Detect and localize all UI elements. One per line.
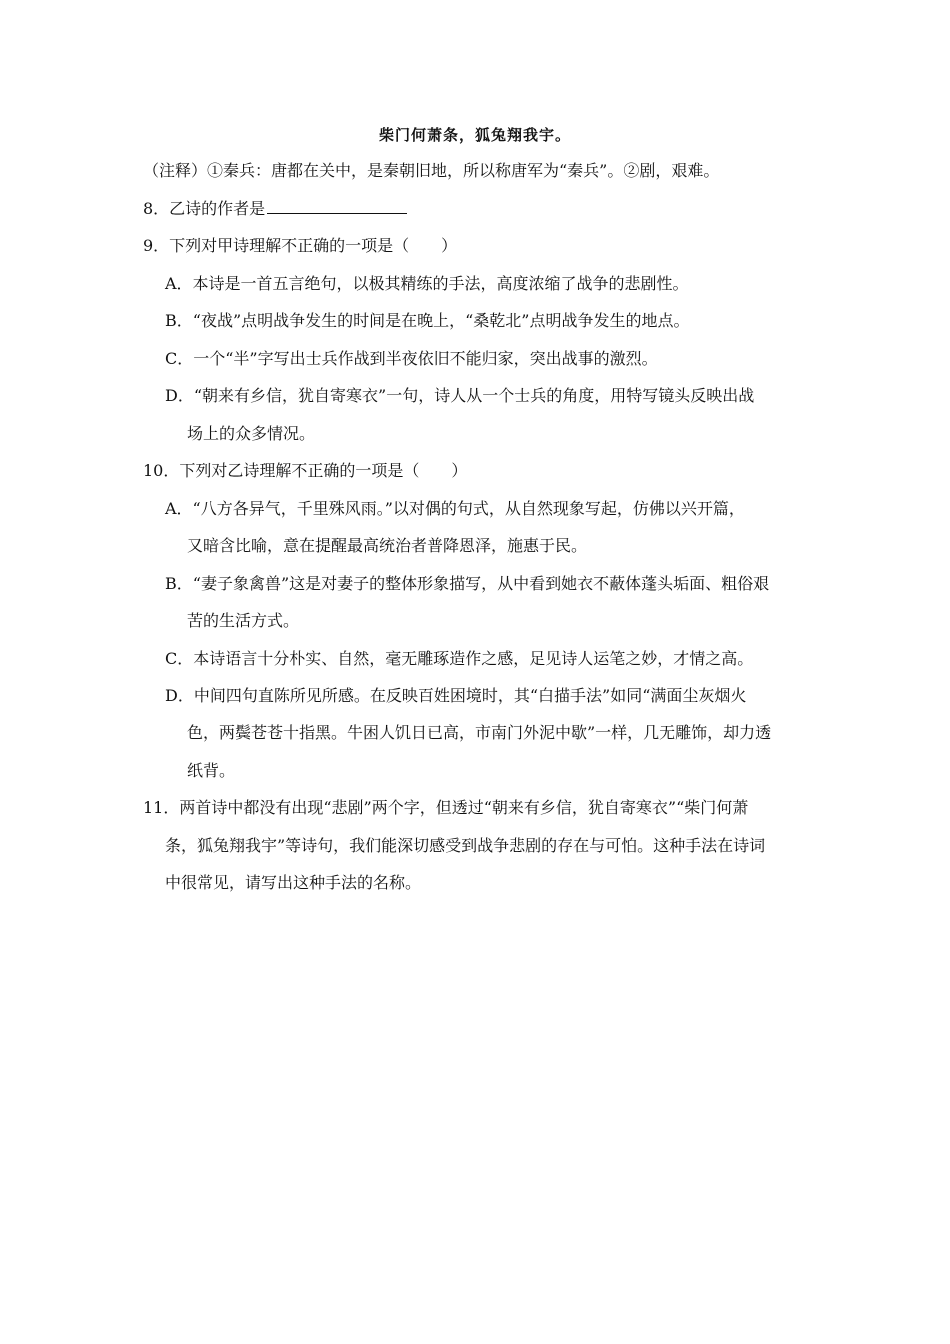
question-10-option-a: A．“八方各异气，千里殊风雨。”以对偶的句式，从自然现象写起，仿佛以兴开篇，: [165, 499, 745, 518]
question-11-line1: 11．两首诗中都没有出现“悲剧”两个字，但透过“朝来有乡信，犹自寄寒衣”“柴门何萧: [143, 798, 749, 817]
question-9-option-a: A．本诗是一首五言绝句，以极其精练的手法，高度浓缩了战争的悲剧性。: [165, 274, 689, 293]
question-10-stem: 10．下列对乙诗理解不正确的一项是（ ）: [143, 461, 468, 480]
question-10-option-b: B．“妻子象禽兽”这是对妻子的整体形象描写，从中看到她衣不蔽体蓬头垢面、粗俗艰: [165, 574, 770, 593]
poem-line: 柴门何萧条，狐兔翔我宇。: [378, 126, 571, 144]
question-10-option-a-cont: 又暗含比喻，意在提醒最高统治者普降恩泽，施惠于民。: [187, 536, 588, 555]
question-8: [143, 198, 407, 220]
question-10-option-d: D．中间四句直陈所见所感。在反映百姓困境时，其“白描手法”如同“满面尘灰烟火: [165, 686, 747, 705]
question-9-option-d: D．“朝来有乡信，犹自寄寒衣”一句，诗人从一个士兵的角度，用特写镜头反映出战: [165, 386, 755, 405]
question-10-option-d-cont1: 色，两鬓苍苍十指黑。牛困人饥日已高，市南门外泥中歇”一样，几无雕饰，却力透: [187, 723, 772, 742]
question-10-option-b-cont: 苦的生活方式。: [187, 611, 300, 630]
annotation-note: （注释）①秦兵：唐都在关中，是秦朝旧地，所以称唐军为“秦兵”。②剧，艰难。: [143, 161, 720, 180]
question-9-option-b: B．“夜战”点明战争发生的时间是在晚上，“桑乾北”点明战争发生的地点。: [165, 311, 690, 330]
question-10-option-c: C．本诗语言十分朴实、自然，毫无雕琢造作之感，足见诗人运笔之妙，才情之高。: [165, 649, 754, 668]
question-11-line2: 条，狐兔翔我宇”等诗句，我们能深切感受到战争悲剧的存在与可怕。这种手法在诗词: [165, 836, 766, 855]
question-11-line3: 中很常见，请写出这种手法的名称。: [165, 873, 422, 892]
question-9-option-c: C．一个“半”字写出士兵作战到半夜依旧不能归家，突出战事的激烈。: [165, 349, 658, 368]
question-8-text: 8．乙诗的作者是: [143, 199, 266, 218]
question-10-option-d-cont2: 纸背。: [187, 761, 236, 780]
question-9-stem: 9．下列对甲诗理解不正确的一项是（ ）: [143, 236, 458, 255]
answer-blank[interactable]: [267, 199, 407, 214]
question-9-option-d-cont: 场上的众多情况。: [187, 424, 316, 443]
